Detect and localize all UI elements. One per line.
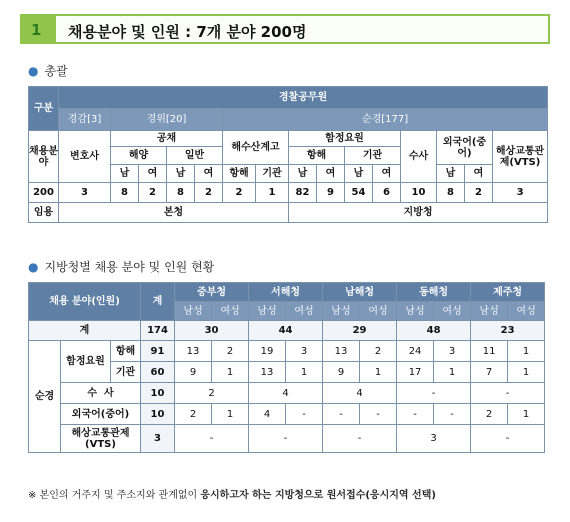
nav-male: 남 xyxy=(289,165,317,183)
inv-cell: 2 xyxy=(175,383,249,404)
for-cell: 2 xyxy=(471,404,508,425)
region-donghae: 동해청 xyxy=(397,283,471,302)
nav-cell: 3 xyxy=(434,341,471,362)
region-jungbu: 중부청 xyxy=(175,283,249,302)
region-namhae: 남해청 xyxy=(323,283,397,302)
summary-table xyxy=(28,86,548,223)
lawyer-header: 변호사 xyxy=(59,131,111,183)
gongchae-header: 공채 xyxy=(111,131,223,147)
female-header: 여성 xyxy=(508,302,545,321)
total-cell: 200 xyxy=(29,183,59,203)
regional-bullet-text: 지방청별 채용 분야 및 인원 현황 xyxy=(44,260,215,274)
count-cell: 3 xyxy=(493,183,548,203)
count-cell: 2 xyxy=(195,183,223,203)
count-cell: 3 xyxy=(59,183,111,203)
male-header: 남성 xyxy=(397,302,434,321)
female-header: 여성 xyxy=(360,302,397,321)
count-cell: 82 xyxy=(289,183,317,203)
male-header: 남성 xyxy=(323,302,360,321)
ocean-header: 해양 xyxy=(111,147,167,165)
count-cell: 6 xyxy=(373,183,401,203)
for-total: 10 xyxy=(141,404,175,425)
total-row-value: 174 xyxy=(141,321,175,341)
region-total: 29 xyxy=(323,321,397,341)
nav-cell: 11 xyxy=(471,341,508,362)
nav-cell: 13 xyxy=(323,341,360,362)
field-header: 채용 분야(인원) xyxy=(29,283,141,321)
count-cell: 54 xyxy=(345,183,373,203)
summary-bullet xyxy=(28,62,68,79)
inv-cell: 4 xyxy=(323,383,397,404)
for-cell: - xyxy=(286,404,323,425)
foreign-female: 여 xyxy=(465,165,493,183)
count-cell: 2 xyxy=(139,183,167,203)
patrol-header: 함정요원 xyxy=(289,131,401,147)
for-cell: 4 xyxy=(249,404,286,425)
foreign-male: 남 xyxy=(437,165,465,183)
eng-total: 60 xyxy=(141,362,175,383)
cadet-engine: 기관 xyxy=(256,165,289,183)
female-header: 여성 xyxy=(212,302,249,321)
eng-cell: 13 xyxy=(249,362,286,383)
police-group-header: 경찰공무원 xyxy=(59,87,548,109)
for-cell: - xyxy=(323,404,360,425)
nav-cell: 1 xyxy=(508,341,545,362)
patrol-label: 함정요원 xyxy=(61,341,111,383)
nav-cell: 3 xyxy=(286,341,323,362)
bullet-dot-icon: ● xyxy=(28,260,39,274)
count-cell: 9 xyxy=(317,183,345,203)
summary-bullet-text: 총괄 xyxy=(44,64,68,78)
field-row-header: 채용분야 xyxy=(29,131,59,183)
eng-cell: 1 xyxy=(360,362,397,383)
section-header xyxy=(20,14,550,44)
region-total: 48 xyxy=(397,321,471,341)
for-label: 외국어(중어) xyxy=(61,404,141,425)
footnote-prefix: ※ 본인의 거주지 및 주소지와 관계없이 xyxy=(28,490,201,501)
region-total: 30 xyxy=(175,321,249,341)
patrol-engine-header: 기관 xyxy=(345,147,401,165)
ocean-male: 남 xyxy=(111,165,139,183)
bullet-dot-icon: ● xyxy=(28,64,39,78)
region-total: 23 xyxy=(471,321,545,341)
eng-cell: 1 xyxy=(508,362,545,383)
regional-table xyxy=(28,282,545,453)
rank-gyeongwi: 경위[20] xyxy=(111,109,223,131)
footnote-emphasis: 응시하고자 하는 지방청으로 원서접수(응시지역 선택) xyxy=(200,490,436,501)
group-label: 순경 xyxy=(29,341,61,453)
for-cell: - xyxy=(397,404,434,425)
for-cell: - xyxy=(360,404,397,425)
vts-cell: - xyxy=(471,425,545,453)
nav-label: 항해 xyxy=(111,341,141,362)
nav-cell: 24 xyxy=(397,341,434,362)
female-header: 여성 xyxy=(286,302,323,321)
rank-sungyeong: 순경[177] xyxy=(223,109,548,131)
vts-cell: - xyxy=(249,425,323,453)
eng-cell: 1 xyxy=(434,362,471,383)
eng-cell: 9 xyxy=(175,362,212,383)
eng-label: 기관 xyxy=(111,362,141,383)
cadet-navigation: 항해 xyxy=(223,165,256,183)
regional-bullet xyxy=(28,258,214,275)
eng-cell: 17 xyxy=(397,362,434,383)
general-female: 여 xyxy=(195,165,223,183)
foreign-header: 외국어(중어) xyxy=(437,131,493,165)
total-row-label: 계 xyxy=(29,321,141,341)
region-total: 44 xyxy=(249,321,323,341)
for-cell: 1 xyxy=(508,404,545,425)
appoint-label: 임용 xyxy=(29,203,59,223)
footnote xyxy=(28,486,436,501)
region-seohae: 서해청 xyxy=(249,283,323,302)
total-header: 계 xyxy=(141,283,175,321)
count-cell: 2 xyxy=(223,183,256,203)
count-cell: 1 xyxy=(256,183,289,203)
nav-cell: 2 xyxy=(212,341,249,362)
male-header: 남성 xyxy=(249,302,286,321)
eng-cell: 1 xyxy=(286,362,323,383)
inv-total: 10 xyxy=(141,383,175,404)
nav-cell: 13 xyxy=(175,341,212,362)
vts-label: 해상교통관제(VTS) xyxy=(61,425,141,453)
gubun-header: 구분 xyxy=(29,87,59,131)
inv-cell: - xyxy=(471,383,545,404)
region-jeju: 제주청 xyxy=(471,283,545,302)
male-header: 남성 xyxy=(471,302,508,321)
eng-female: 여 xyxy=(373,165,401,183)
general-header: 일반 xyxy=(167,147,223,165)
inv-cell: - xyxy=(397,383,471,404)
appoint-hq: 본청 xyxy=(59,203,289,223)
count-cell: 2 xyxy=(465,183,493,203)
for-cell: 1 xyxy=(212,404,249,425)
inv-label: 수 사 xyxy=(61,383,141,404)
eng-cell: 7 xyxy=(471,362,508,383)
section-number: 1 xyxy=(31,21,42,39)
vts-cell: - xyxy=(323,425,397,453)
nav-female: 여 xyxy=(317,165,345,183)
vts-cell: - xyxy=(175,425,249,453)
eng-cell: 9 xyxy=(323,362,360,383)
vts-cell: 3 xyxy=(397,425,471,453)
nav-cell: 19 xyxy=(249,341,286,362)
eng-cell: 1 xyxy=(212,362,249,383)
ocean-female: 여 xyxy=(139,165,167,183)
vts-header: 해상교통관제(VTS) xyxy=(493,131,548,183)
rank-gyeonggam: 경감[3] xyxy=(59,109,111,131)
inv-cell: 4 xyxy=(249,383,323,404)
count-cell: 8 xyxy=(437,183,465,203)
appoint-regional: 지방청 xyxy=(289,203,548,223)
for-cell: 2 xyxy=(175,404,212,425)
nav-cell: 2 xyxy=(360,341,397,362)
vts-total: 3 xyxy=(141,425,175,453)
nav-total: 91 xyxy=(141,341,175,362)
count-cell: 8 xyxy=(167,183,195,203)
eng-male: 남 xyxy=(345,165,373,183)
investigation-header: 수사 xyxy=(401,131,437,183)
count-cell: 10 xyxy=(401,183,437,203)
female-header: 여성 xyxy=(434,302,471,321)
general-male: 남 xyxy=(167,165,195,183)
section-title: 채용분야 및 인원 : 7개 분야 200명 xyxy=(68,23,307,41)
patrol-navigation-header: 항해 xyxy=(289,147,345,165)
count-cell: 8 xyxy=(111,183,139,203)
for-cell: - xyxy=(434,404,471,425)
male-header: 남성 xyxy=(175,302,212,321)
cadet-header: 해수산계고 xyxy=(223,131,289,165)
